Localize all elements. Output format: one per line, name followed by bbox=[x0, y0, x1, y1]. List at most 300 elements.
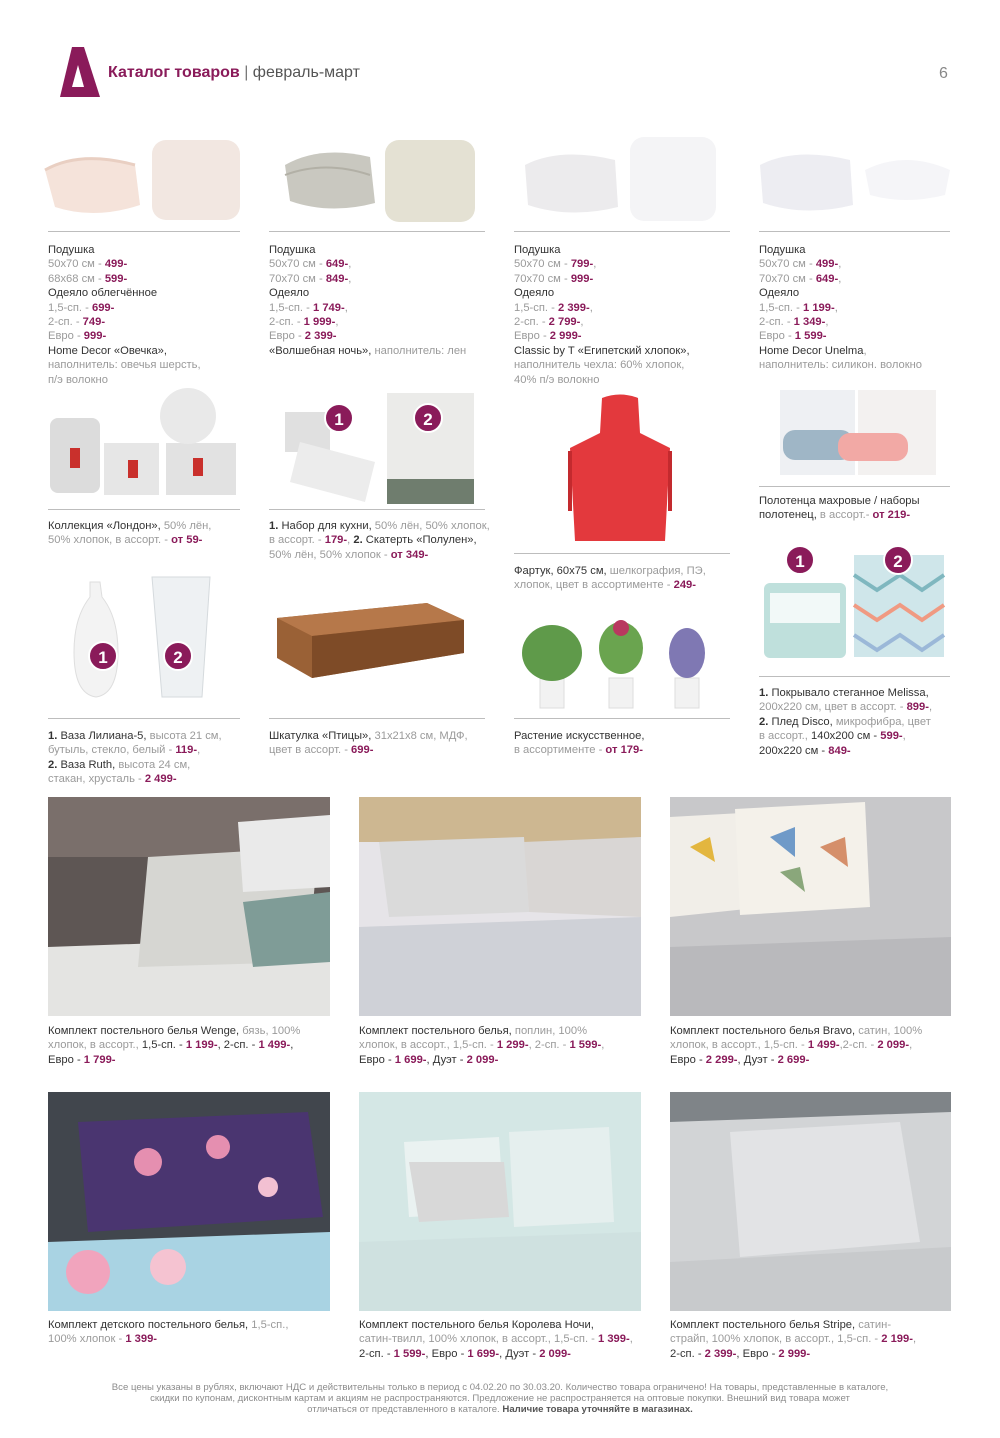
desc-line bbox=[48, 358, 201, 372]
product-image-london bbox=[48, 388, 240, 498]
desc-line bbox=[514, 358, 690, 372]
desc-text: Евро - bbox=[514, 330, 550, 343]
desc-text: 70х70 см - bbox=[269, 272, 326, 285]
desc-text: , bbox=[902, 730, 906, 743]
desc-text: в ассортименте - bbox=[514, 744, 606, 757]
desc-line bbox=[48, 1038, 300, 1052]
desc-line bbox=[514, 344, 690, 358]
desc-text: 2. bbox=[353, 534, 363, 547]
page-number: 6 bbox=[939, 65, 948, 82]
desc-line bbox=[269, 301, 466, 315]
desc-line bbox=[759, 700, 932, 714]
desc-line bbox=[269, 329, 466, 343]
desc-text: , Дуэт - bbox=[426, 1053, 467, 1066]
desc-text: Одеяло bbox=[269, 287, 310, 300]
price: 1 749- bbox=[312, 301, 345, 314]
desc-text: , bbox=[580, 316, 584, 329]
badge-2: 2 bbox=[163, 641, 193, 671]
product-desc bbox=[269, 243, 466, 358]
price: 2 499- bbox=[144, 773, 177, 786]
desc-text: Покрывало стеганное Melissa, bbox=[768, 687, 929, 699]
desc-text: высота 24 см, bbox=[115, 758, 191, 771]
desc-line bbox=[759, 744, 932, 758]
desc-line bbox=[759, 715, 932, 729]
price: 179- bbox=[324, 534, 348, 547]
product-desc bbox=[670, 1024, 922, 1067]
product-image-unelma bbox=[755, 135, 955, 225]
desc-text: Ваза Ruth, bbox=[57, 758, 116, 771]
product-image-volshebnaya bbox=[280, 135, 480, 225]
desc-text: Комплект постельного белья Королева Ночи, bbox=[359, 1319, 594, 1331]
divider bbox=[48, 509, 240, 510]
desc-line bbox=[359, 1332, 633, 1346]
desc-line bbox=[514, 243, 690, 257]
desc-text: Скатерть «Полулен», bbox=[362, 534, 477, 547]
divider bbox=[269, 509, 485, 510]
desc-text: наполнитель: лен bbox=[371, 344, 467, 357]
desc-line bbox=[359, 1318, 633, 1332]
divider bbox=[269, 718, 485, 719]
footer-line: скидки по купонам, дисконтным картам и акциям не распространяются. Предложение не распространяется на оптовые покупки. Внешний вид товара может bbox=[150, 1393, 850, 1404]
desc-line bbox=[514, 743, 644, 757]
desc-text: поплин, 100% bbox=[511, 1025, 588, 1037]
badge-1: 1 bbox=[88, 641, 118, 671]
desc-text: 2-сп. - bbox=[48, 316, 83, 329]
product-desc bbox=[759, 494, 920, 523]
desc-text: в ассорт.- bbox=[816, 509, 873, 522]
desc-text: 2. bbox=[759, 715, 769, 728]
desc-line bbox=[48, 344, 201, 358]
catalog-title: Каталог товаров bbox=[108, 64, 240, 81]
desc-line bbox=[269, 243, 466, 257]
desc-line bbox=[269, 519, 490, 533]
product-desc bbox=[514, 729, 644, 758]
desc-text: , 2-сп. - bbox=[528, 1039, 570, 1052]
badge-1: 1 bbox=[785, 545, 815, 575]
price: 1 799- bbox=[83, 1053, 116, 1066]
desc-text: сатин-твилл, 100% хлопок, в ассорт., 1,5-сп. - bbox=[359, 1333, 598, 1346]
desc-text: п/э волокно bbox=[48, 373, 108, 386]
desc-text: в ассорт. - bbox=[269, 534, 325, 547]
desc-text: бутыль, стекло, белый - bbox=[48, 744, 176, 757]
desc-line bbox=[514, 257, 690, 271]
desc-text: 1. bbox=[269, 520, 279, 532]
desc-line bbox=[48, 533, 211, 547]
desc-text: , bbox=[344, 301, 348, 314]
desc-line bbox=[670, 1053, 922, 1067]
price: 699- bbox=[91, 301, 115, 314]
desc-line bbox=[514, 578, 706, 592]
desc-line bbox=[759, 301, 922, 315]
desc-text: , bbox=[834, 301, 838, 314]
product-desc bbox=[359, 1318, 633, 1361]
footer-text: отличаться от представленного в каталоге. bbox=[307, 1404, 503, 1415]
desc-text: 50х70 см - bbox=[269, 258, 326, 271]
desc-text: Коллекция «Лондон», bbox=[48, 520, 161, 532]
price: 599- bbox=[104, 272, 128, 285]
product-desc bbox=[759, 243, 922, 373]
price: 1 399- bbox=[598, 1333, 630, 1346]
desc-line bbox=[48, 1053, 300, 1067]
desc-line bbox=[48, 519, 211, 533]
product-desc bbox=[48, 1024, 300, 1067]
price: 1 199- bbox=[802, 301, 835, 314]
desc-line bbox=[514, 301, 690, 315]
photo-bedding-bravo bbox=[670, 797, 951, 1016]
desc-text: , bbox=[863, 344, 867, 357]
desc-line bbox=[514, 373, 690, 387]
desc-line bbox=[359, 1053, 604, 1067]
divider bbox=[514, 231, 730, 232]
desc-text: 2-сп. - bbox=[359, 1347, 394, 1360]
desc-line bbox=[670, 1332, 916, 1346]
desc-line bbox=[759, 286, 922, 300]
price: от 179- bbox=[605, 744, 643, 757]
photo-bedding-poplin bbox=[359, 797, 641, 1016]
price: 249- bbox=[673, 579, 696, 592]
desc-line bbox=[759, 358, 922, 372]
desc-line bbox=[759, 243, 922, 257]
product-image-plants bbox=[512, 608, 722, 713]
desc-text: , bbox=[838, 272, 842, 285]
price: 2 699- bbox=[777, 1053, 810, 1066]
desc-text: 100% хлопок - bbox=[48, 1333, 126, 1346]
desc-text: 31х21х8 см, МДФ, bbox=[371, 730, 468, 742]
desc-line bbox=[48, 329, 201, 343]
desc-line bbox=[514, 729, 644, 743]
brand-logo bbox=[60, 47, 100, 97]
photo-bedding-koroleva bbox=[359, 1092, 641, 1311]
desc-text: 1,5-сп. - bbox=[759, 301, 803, 314]
desc-text: Плед Disco, bbox=[768, 715, 833, 728]
desc-line bbox=[48, 286, 201, 300]
price: 1 499- bbox=[258, 1039, 291, 1052]
divider bbox=[759, 231, 950, 232]
product-desc bbox=[48, 519, 211, 548]
price: 799- bbox=[570, 258, 594, 271]
desc-text: 1. bbox=[48, 730, 58, 742]
desc-text: Комплект постельного белья Wenge, bbox=[48, 1025, 240, 1037]
price: от 349- bbox=[390, 548, 429, 561]
catalog-period: февраль-март bbox=[252, 64, 360, 81]
desc-text: Евро - bbox=[359, 1053, 395, 1066]
desc-line bbox=[48, 301, 201, 315]
divider bbox=[759, 486, 950, 487]
price: 2 399- bbox=[557, 301, 590, 314]
price: 2 399- bbox=[704, 1347, 737, 1360]
price: 1 349- bbox=[793, 316, 826, 329]
divider bbox=[269, 231, 485, 232]
price: 2 099- bbox=[466, 1053, 499, 1066]
desc-line bbox=[269, 533, 490, 547]
price: 2 099- bbox=[877, 1039, 910, 1052]
desc-line bbox=[269, 272, 466, 286]
desc-text: , bbox=[825, 316, 829, 329]
desc-text: 2. bbox=[48, 758, 58, 771]
desc-text: , 2-сп. - bbox=[217, 1039, 259, 1052]
desc-line bbox=[670, 1318, 916, 1332]
desc-line bbox=[759, 686, 932, 700]
desc-text: Подушка bbox=[269, 244, 316, 256]
price: 2 299- bbox=[705, 1053, 738, 1066]
price: 2 099- bbox=[539, 1347, 571, 1360]
price: 849- bbox=[828, 744, 851, 757]
desc-text: 50х70 см - bbox=[48, 258, 105, 271]
photo-bedding-wenge bbox=[48, 797, 330, 1016]
divider bbox=[514, 718, 730, 719]
price: 699- bbox=[351, 744, 374, 757]
desc-line bbox=[269, 257, 466, 271]
desc-text: Евро - bbox=[269, 330, 305, 343]
desc-line bbox=[48, 758, 222, 772]
desc-text: , bbox=[629, 1333, 633, 1346]
desc-line bbox=[759, 344, 922, 358]
desc-text: Евро - bbox=[759, 330, 795, 343]
footer-disclaimer bbox=[60, 1382, 940, 1415]
desc-text: Полотенца махровые / наборы bbox=[759, 495, 920, 507]
price: 849- bbox=[325, 272, 349, 285]
desc-text: Евро - bbox=[48, 1053, 84, 1066]
desc-line bbox=[269, 548, 490, 562]
desc-text: 70х70 см - bbox=[759, 272, 816, 285]
product-desc bbox=[359, 1024, 604, 1067]
desc-text: Комплект постельного белья Stripe, bbox=[670, 1319, 856, 1331]
product-image-classic bbox=[520, 135, 720, 225]
price: 1 199- bbox=[185, 1039, 218, 1052]
desc-text: страйп, 100% хлопок, в ассорт., 1,5-сп. - bbox=[670, 1333, 882, 1346]
desc-text: Комплект детского постельного белья, bbox=[48, 1319, 249, 1331]
desc-text: Шкатулка «Птицы», bbox=[269, 730, 372, 742]
badge-2: 2 bbox=[413, 403, 443, 433]
desc-text: микрофибра, цвет bbox=[832, 715, 931, 728]
desc-text: Комплект постельного белья, bbox=[359, 1025, 512, 1037]
footer-line bbox=[60, 1404, 940, 1415]
desc-line bbox=[359, 1024, 604, 1038]
desc-line bbox=[514, 315, 690, 329]
desc-text: , bbox=[335, 316, 339, 329]
desc-line bbox=[48, 1024, 300, 1038]
desc-line bbox=[514, 286, 690, 300]
desc-text: 2-сп. - bbox=[514, 316, 549, 329]
desc-line bbox=[359, 1347, 633, 1361]
price: 999- bbox=[83, 330, 107, 343]
product-desc bbox=[48, 1318, 288, 1347]
desc-line bbox=[514, 329, 690, 343]
desc-text: Подушка bbox=[759, 244, 806, 256]
desc-line bbox=[670, 1024, 922, 1038]
desc-text: , bbox=[589, 301, 593, 314]
price: 649- bbox=[815, 272, 839, 285]
desc-text: Home Decor «Овечка», bbox=[48, 344, 168, 357]
photo-bedding-stripe bbox=[670, 1092, 951, 1311]
price: 499- bbox=[104, 258, 128, 271]
desc-line bbox=[48, 729, 222, 743]
desc-text: Одеяло bbox=[514, 287, 555, 300]
desc-text: 40% п/э волокно bbox=[514, 373, 600, 386]
product-image-ovechka bbox=[40, 135, 240, 225]
price: 1 699- bbox=[394, 1053, 427, 1066]
desc-line bbox=[48, 1318, 288, 1332]
desc-text: , bbox=[909, 1039, 913, 1052]
desc-text: , bbox=[348, 258, 352, 271]
desc-text: 2-сп. - bbox=[670, 1347, 705, 1360]
desc-text: 1,5-сп., bbox=[248, 1319, 289, 1331]
desc-line bbox=[48, 373, 201, 387]
desc-text: Фартук, 60х75 см, bbox=[514, 565, 607, 577]
desc-line bbox=[759, 315, 922, 329]
price: 2 199- bbox=[881, 1333, 913, 1346]
footer-line: Все цены указаны в рублях, включают НДС и действительны только в период с 04.02.20 по 30.03.20. Количество товара ограничено! На товары, представленные в каталоге, bbox=[111, 1382, 889, 1393]
desc-line bbox=[759, 729, 932, 743]
desc-text: высота 21 см, bbox=[146, 730, 222, 742]
desc-line bbox=[269, 286, 466, 300]
desc-line bbox=[269, 729, 468, 743]
desc-text: «Волшебная ночь», bbox=[269, 344, 372, 357]
desc-text: 70х70 см - bbox=[514, 272, 571, 285]
product-desc bbox=[759, 686, 932, 758]
product-image-apron bbox=[560, 393, 680, 543]
product-desc bbox=[269, 519, 490, 562]
desc-text: Евро - bbox=[48, 330, 84, 343]
price: 2 999- bbox=[549, 330, 582, 343]
desc-text: Растение искусственное, bbox=[514, 730, 645, 742]
desc-text: цвет в ассорт. - bbox=[269, 744, 352, 757]
price: 1 399- bbox=[125, 1333, 158, 1346]
price: 1 999- bbox=[303, 316, 336, 329]
divider bbox=[759, 676, 950, 677]
desc-text: хлопок, в ассорт., 1,5-сп. - bbox=[670, 1039, 808, 1052]
desc-text: 50% лён, bbox=[160, 520, 212, 532]
price: 999- bbox=[570, 272, 594, 285]
desc-text: Подушка bbox=[48, 244, 95, 256]
desc-text: , Евро - bbox=[736, 1347, 779, 1360]
desc-line bbox=[48, 243, 201, 257]
desc-text: , Евро - bbox=[425, 1347, 468, 1360]
desc-text: 1,5-сп. - bbox=[138, 1039, 186, 1052]
desc-text: Одеяло bbox=[759, 287, 800, 300]
price: 899- bbox=[906, 701, 929, 714]
desc-line bbox=[759, 257, 922, 271]
desc-text: 50х70 см - bbox=[759, 258, 816, 271]
desc-text: стакан, хрусталь - bbox=[48, 773, 145, 786]
desc-text: Евро - bbox=[670, 1053, 706, 1066]
divider bbox=[48, 718, 240, 719]
price: 2 399- bbox=[304, 330, 337, 343]
photo-bedding-kids bbox=[48, 1092, 330, 1311]
desc-line bbox=[759, 494, 920, 508]
desc-text: , bbox=[197, 744, 201, 757]
desc-line bbox=[759, 329, 922, 343]
desc-text: хлопок, цвет в ассортименте - bbox=[514, 579, 674, 592]
desc-text: Одеяло облегчённое bbox=[48, 287, 158, 300]
desc-text: 50х70 см - bbox=[514, 258, 571, 271]
desc-line bbox=[269, 315, 466, 329]
desc-line bbox=[514, 272, 690, 286]
desc-text: 50% лён, 50% хлопок, bbox=[371, 520, 490, 532]
desc-text: , Дуэт - bbox=[499, 1347, 540, 1360]
desc-line bbox=[48, 257, 201, 271]
product-desc bbox=[48, 243, 201, 387]
desc-text: , bbox=[601, 1039, 605, 1052]
desc-text: 1,5-сп. - bbox=[514, 301, 558, 314]
desc-line bbox=[670, 1038, 922, 1052]
desc-text: шелкография, ПЭ, bbox=[606, 565, 706, 577]
desc-line bbox=[48, 743, 222, 757]
price: 2 799- bbox=[548, 316, 581, 329]
footer-availability-note: Наличие товара уточняйте в магазинах. bbox=[502, 1404, 693, 1415]
desc-text: , bbox=[838, 258, 842, 271]
desc-text: наполнитель чехла: 60% хлопок, bbox=[514, 359, 685, 372]
desc-text: , bbox=[928, 701, 933, 714]
price: 1 599- bbox=[794, 330, 827, 343]
product-desc bbox=[48, 729, 222, 787]
title-separator: | bbox=[244, 64, 249, 81]
desc-text: 2-сп. - bbox=[269, 316, 304, 329]
product-image-towels bbox=[778, 385, 938, 480]
desc-text: в ассорт., bbox=[759, 730, 808, 743]
desc-text: , Дуэт - bbox=[737, 1053, 778, 1066]
badge-1: 1 bbox=[324, 403, 354, 433]
desc-text: 140х200 см - bbox=[807, 730, 881, 743]
desc-line bbox=[759, 272, 922, 286]
desc-line bbox=[670, 1347, 916, 1361]
desc-text: сатин, 100% bbox=[855, 1025, 923, 1037]
desc-text: Набор для кухни, bbox=[278, 520, 372, 532]
desc-text: 50% хлопок, в ассорт. - bbox=[48, 534, 172, 547]
desc-text: хлопок, в ассорт., 1,5-сп. - bbox=[359, 1039, 497, 1052]
desc-text: наполнитель: силикон. волокно bbox=[759, 359, 923, 372]
desc-text: бязь, 100% bbox=[239, 1025, 301, 1037]
desc-text: наполнитель: овечья шерсть, bbox=[48, 359, 201, 372]
desc-text: 1,5-сп. - bbox=[269, 301, 313, 314]
product-desc bbox=[269, 729, 468, 758]
desc-line bbox=[359, 1038, 604, 1052]
desc-text: ,2-сп. - bbox=[839, 1039, 878, 1052]
desc-text: 1. bbox=[759, 687, 769, 699]
desc-text: полотенец, bbox=[759, 509, 817, 522]
desc-text: хлопок, в ассорт., bbox=[48, 1039, 139, 1052]
desc-line bbox=[269, 344, 466, 358]
desc-text: 2-сп. - bbox=[759, 316, 794, 329]
price: 1 599- bbox=[393, 1347, 426, 1360]
desc-text: 200х220 см - bbox=[759, 744, 829, 757]
price: 499- bbox=[815, 258, 839, 271]
desc-text: , bbox=[593, 258, 597, 271]
price: 1 599- bbox=[569, 1039, 602, 1052]
product-image-vases bbox=[70, 572, 215, 702]
price: 599- bbox=[880, 730, 903, 743]
desc-text: Комплект постельного белья Bravo, bbox=[670, 1025, 856, 1037]
price: 1 299- bbox=[496, 1039, 529, 1052]
desc-text: 68х68 см - bbox=[48, 272, 105, 285]
desc-text: , bbox=[912, 1333, 917, 1346]
desc-text: Home Decor Unelma bbox=[759, 344, 864, 357]
desc-line bbox=[514, 564, 706, 578]
divider bbox=[48, 231, 240, 232]
desc-text: сатин- bbox=[855, 1319, 892, 1331]
product-desc bbox=[514, 564, 706, 593]
desc-line bbox=[48, 772, 222, 786]
price: от 59- bbox=[171, 534, 203, 547]
desc-line bbox=[269, 743, 468, 757]
desc-line bbox=[48, 315, 201, 329]
desc-text: 200х220 см, цвет в ассорт. - bbox=[759, 701, 907, 714]
desc-text: , bbox=[290, 1039, 294, 1052]
divider bbox=[514, 553, 730, 554]
desc-text: , bbox=[347, 534, 354, 547]
product-desc bbox=[514, 243, 690, 387]
product-desc bbox=[670, 1318, 916, 1361]
